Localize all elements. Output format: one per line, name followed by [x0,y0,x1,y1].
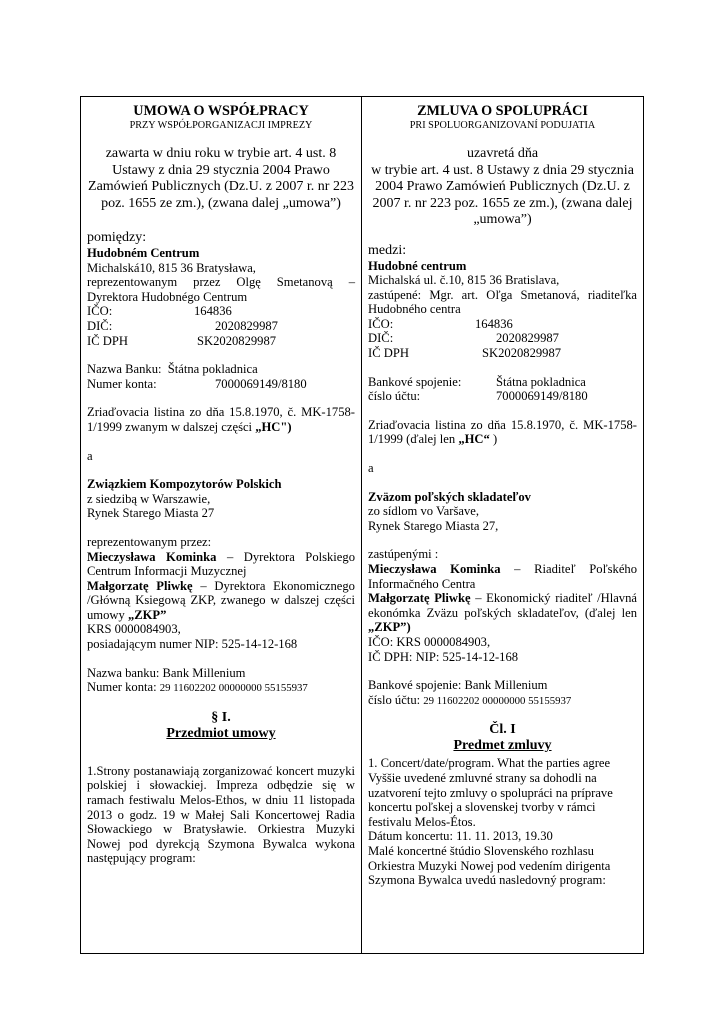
slovak-party1-address: Michalská ul. č.10, 815 36 Bratislava, [368,273,560,288]
slovak-registry: Zriaďovacia listina zo dňa 15.8.1970, č. MK-1758-1/1999 (ďalej len „HC“ ) [368,417,637,447]
polish-dic-row: DIČ: 2020829987 [87,318,278,333]
slovak-account-row: číslo účtu: 7000069149/8180 [368,389,588,404]
slovak-bank2: Bankové spojenie: Bank Millenium [368,678,548,693]
polish-section-number: § I. [211,709,231,725]
polish-icdph-row: IČ DPH SK2020829987 [87,333,277,348]
slovak-venue-line: Malé koncertné štúdio Slovenského rozhlasu [368,843,594,858]
slovak-date-line: Dátum koncertu: 11. 11. 2013, 19.30 [368,829,553,844]
polish-title: UMOWA O WSPÓŁPRACY [133,103,309,119]
slovak-ico-row: IČO: 164836 [368,316,513,331]
polish-party2-street: Rynek Starego Miasta 27 [87,506,215,521]
slovak-intro: uzavretá dňa w trybie art. 4 ust. 8 Ustawy z dnia 29 stycznia 2004 Prawo Zamówień Publicznych (Dz.U. z 2007 r. nr 223 poz. 1655 ze zm.), (zwana dalej „umowa”) [371,146,634,227]
slovak-subtitle: PRI SPOLUORGANIZOVANÍ PODUJATIA [409,120,596,131]
slovak-paragraph-1: 1. Concert/date/program. What the parties agree Vyššie uvedené zmluvné strany sa dohodli na uzatvorení tejto zmluvy o spolupráci na príprave koncertu poľskej a slovenskej tvorby v rámci festivalu Melos-Étos. [368,756,613,829]
slovak-rep2: Małgorzatę Pliwkę – Ekonomický riaditeľ /Hlavná ekonómka Zväzu poľských skladateľov, (ďalej len „ZKP”) [368,591,637,635]
polish-bank2: Nazwa banku: Bank Millenium [87,665,246,680]
slovak-party1-rep: zastúpené: Mgr. art. Oľga Smetanová, riaditeľka Hudobného centra [368,287,637,317]
slovak-party2-seat: zo sídlom vo Varšave, [368,504,479,519]
polish-account-row: Numer konta: 7000069149/8180 [87,376,307,391]
slovak-party2-name: Zväzom poľských skladateľov [368,489,531,504]
polish-ico-row: IČO: 164836 [87,304,232,319]
polish-party1-rep: reprezentowanym przez Olgę Smetanovą – Dyrektora Hudobnégo Centrum [87,275,355,304]
polish-rep1: Mieczysława Kominka – Dyrektora Polskiego Centrum Informacji Muzycznej [87,549,355,579]
polish-and: a [87,448,93,463]
polish-party2-seat: z siedzibą w Warszawie, [87,491,211,506]
slovak-section-number: Čl. I [489,722,516,738]
slovak-and: a [368,461,374,476]
polish-party1-address: Michalská10, 815 36 Bratysława, [87,260,256,275]
slovak-ico2: IČO: KRS 0000084903, [368,634,491,649]
slovak-title: ZMLUVA O SPOLUPRÁCI [417,103,588,119]
slovak-dph2: IČ DPH: NIP: 525-14-12-168 [368,649,519,664]
slovak-bank-row: Bankové spojenie: Štátna pokladnica [368,374,586,389]
polish-krs: KRS 0000084903, [87,622,181,637]
slovak-account2: číslo účtu: 29 11602202 00000000 55155937 [368,692,572,707]
polish-bank-row: Nazwa Banku: Štátna pokladnica [87,362,258,377]
polish-account2: Numer konta: 29 11602202 00000000 55155937 [87,680,308,695]
slovak-dic-row: DIČ: 2020829987 [368,331,559,346]
polish-rep2: Małgorzatę Pliwkę – Dyrektora Ekonomicznego /Główną Ksiegową ZKP, zwanego w dalszej części umowy „ZKP” [87,578,355,622]
polish-section-title: Przedmiot umowy [166,725,276,741]
polish-subtitle: PRZY WSPÓŁPORGANIZACJI IMPREZY [129,120,313,131]
slovak-party2-street: Rynek Starego Miasta 27, [368,518,499,533]
polish-registry: Zriaďovacia listina zo dňa 15.8.1970, č. MK-1758-1/1999 zwanym w dalszej części „HC") [87,405,355,434]
polish-party1-name: Hudobném Centrum [87,246,200,260]
slovak-orchestra-line: Orkiestra Muzyki Nowej pod vedením dirigenta Szymona Bywalca uvedú nasledovný program: [368,858,611,888]
polish-rep-label: reprezentowanym przez: [87,534,212,549]
slovak-rep1: Mieczysława Kominka – Riaditeľ Poľského Informačného Centra [368,562,638,591]
polish-between: pomiędzy: [87,230,147,245]
polish-party2-name: Związkiem Kompozytorów Polskich [87,477,282,492]
slovak-column [362,97,643,953]
polish-paragraph-1: 1.Strony postanawiają zorganizować koncert muzyki polskiej i słowackiej. Impreza odbędzie się w ramach festiwalu Melos-Ethos, w dniu 11 listopada 2013 o godz. 19 w Małej Sali Koncertowej Radia Słowackiego w Bratysławie. Orkiestra Muzyki Nowej pod dyrekcją Szymona Bywalca wykona następujący program: [87,763,355,866]
slovak-icdph-row: IČ DPH SK2020829987 [368,346,562,361]
polish-intro: zawarta w dniu roku w trybie art. 4 ust. 8 Ustawy z dnia 29 stycznia 2004 Prawo Zamówień Publicznych (Dz.U. z 2007 r. nr 223 poz. 1655 ze zm.), (zwana dalej „umowa”) [88,146,354,211]
slovak-party1-name: Hudobné centrum [368,258,467,273]
slovak-between: medzi: [368,242,407,258]
slovak-rep-label: zastúpenými : [368,547,439,562]
slovak-section-title: Predmet zmluvy [453,738,552,754]
bilingual-contract-table [80,96,644,954]
polish-column [81,97,362,953]
polish-nip: posiadającym numer NIP: 525-14-12-168 [87,637,298,652]
